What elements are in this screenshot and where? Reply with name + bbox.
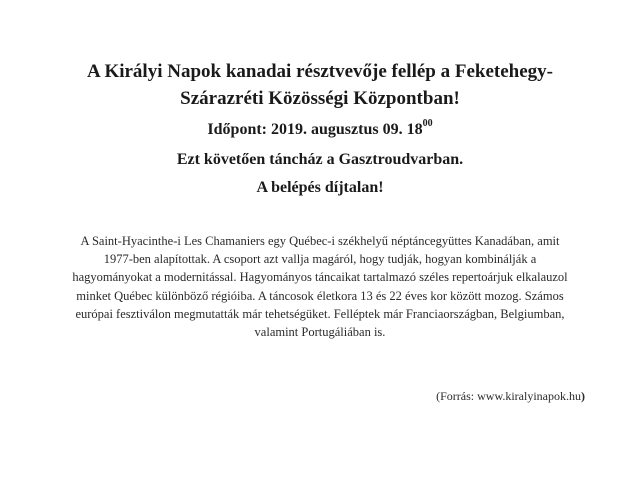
body-line: európai fesztiválon megmutatták már tehetségüket. Felléptek már Franciaországban, Belgiumban,: [75, 306, 565, 321]
document-title: [40, 58, 600, 112]
body-line: minket Québec különböző régióiba. A táncosok életkora 13 és 22 éves kor között mozog. Számos: [76, 288, 564, 303]
body-line: A Saint-Hyacinthe-i Les Chamaniers egy Québec-i székhelyű néptáncegyüttes Kanadában, amit: [80, 234, 560, 248]
title-line-2: Szárazréti Közösségi Központban!: [180, 88, 460, 109]
body-line: 1977-ben alapítottak. A csoport azt vallja magáról, hogy tudják, hogyan kombinálják a: [103, 252, 537, 267]
free-entry-notice: A belépés díjtalan!: [256, 179, 384, 196]
event-time-minutes: 00: [422, 117, 433, 129]
source-text: (Forrás: www.kiralyinapok.hu: [436, 389, 581, 403]
event-date: [40, 117, 600, 140]
source-close-paren: ): [581, 389, 585, 403]
followup-announcement: Ezt követően táncház a Gasztroudvarban.: [176, 151, 464, 168]
body-line: hagyományokat a modernitással. Hagyományos táncaikat tartalmazó széles repertoárjuk elkalauzol: [72, 270, 568, 285]
event-date-text: Időpont: 2019. augusztus 09. 18: [207, 121, 423, 138]
body-line: valamint Portugáliában is.: [254, 325, 386, 340]
body-paragraph: [56, 232, 584, 341]
title-line-1: A Királyi Napok kanadai résztvevője fellép a Feketehegy-: [87, 61, 553, 82]
source-citation: [436, 388, 585, 404]
